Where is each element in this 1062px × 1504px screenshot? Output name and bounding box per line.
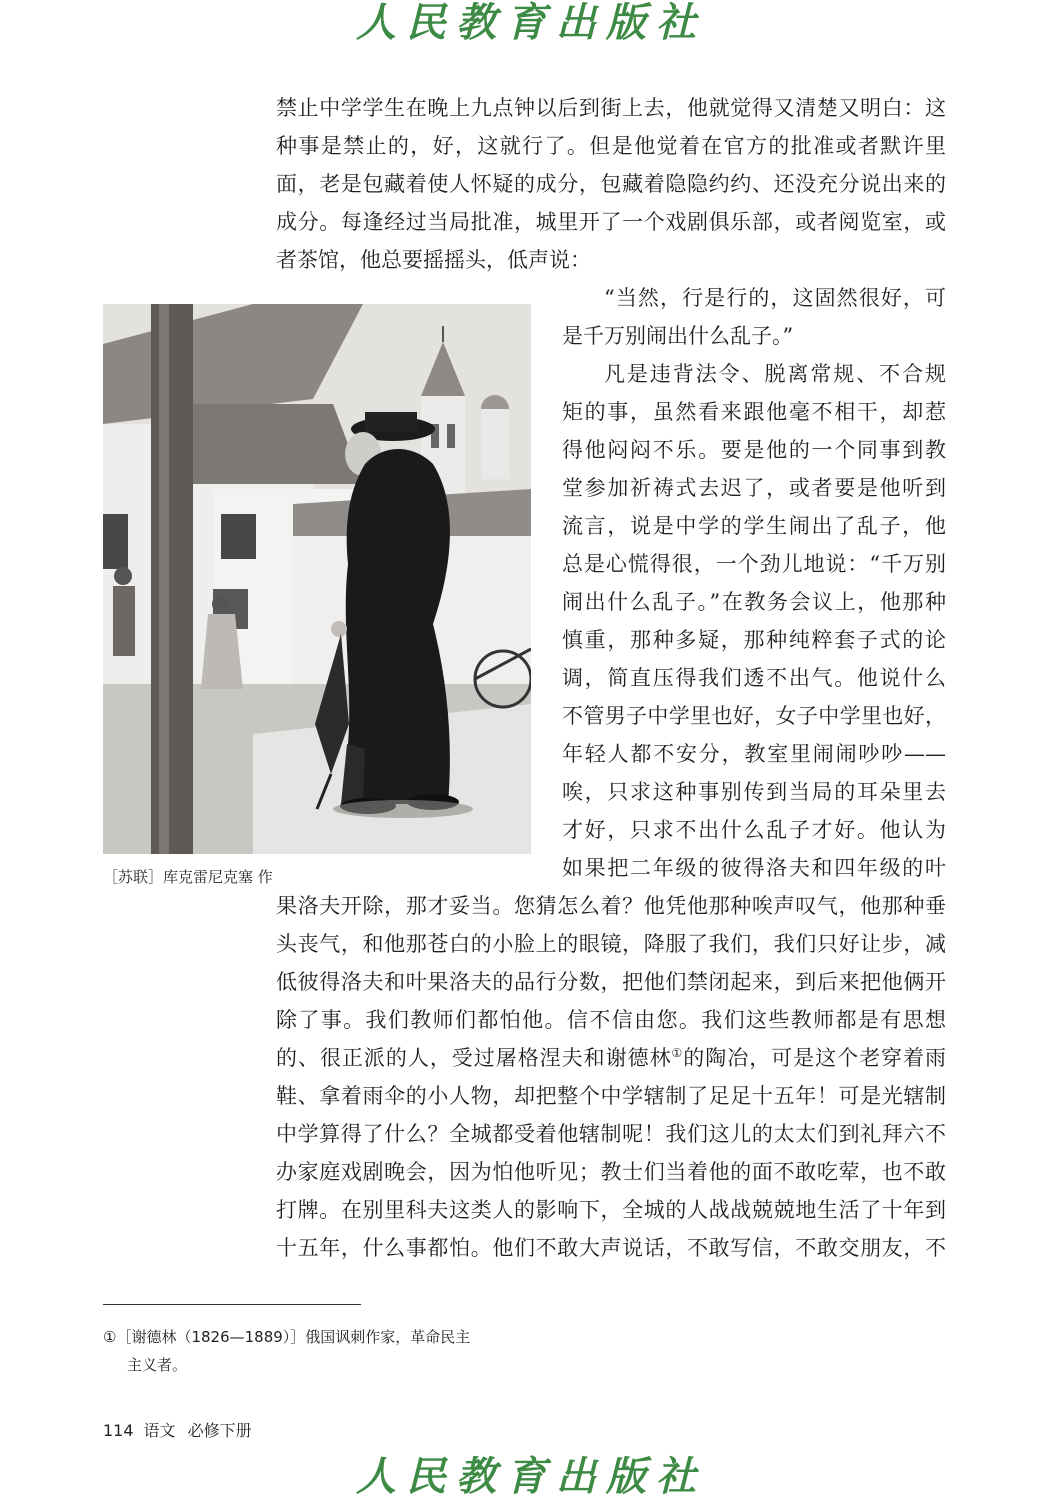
text-line: 中学算得了什么？全城都受着他辖制呢！我们这儿的太太们到礼拜六不 bbox=[276, 1122, 946, 1146]
text-line: 十五年，什么事都怕。他们不敢大声说话，不敢写信，不敢交朋友，不 bbox=[276, 1236, 946, 1260]
subject-label: 语文 bbox=[143, 1421, 176, 1440]
text-line: 不管男子中学里也好，女子中学里也好， bbox=[562, 704, 946, 728]
footnote bbox=[103, 1323, 470, 1379]
text-line: 凡是违背法令、脱离常规、不合规 bbox=[604, 362, 946, 386]
publisher-logo-bottom: 人民教育出版社 bbox=[356, 1453, 706, 1500]
text-line: 如果把二年级的彼得洛夫和四年级的叶 bbox=[562, 856, 946, 880]
text-segment: 的、很正派的人，受过屠格涅夫和谢德林 bbox=[276, 1046, 672, 1070]
text-line: 除了事。我们教师们都怕他。信不信由您。我们这些教师都是有思想 bbox=[276, 1008, 946, 1032]
text-line: 果洛夫开除，那才妥当。您猜怎么着？他凭他那种唉声叹气，他那种垂 bbox=[276, 894, 946, 918]
illustration-caption: ［苏联］库克雷尼克塞 作 bbox=[103, 868, 273, 886]
text-line: “当然，行是行的，这固然很好，可 bbox=[604, 286, 946, 310]
text-line: 闹出什么乱子。”在教务会议上，他那种 bbox=[562, 590, 946, 614]
text-line: 慎重，那种多疑，那种纯粹套子式的论 bbox=[562, 628, 946, 652]
text-line: 流言，说是中学的学生闹出了乱子，他 bbox=[562, 514, 946, 538]
text-line: 堂参加祈祷式去迟了，或者要是他听到 bbox=[562, 476, 946, 500]
text-line: 唉，只求这种事别传到当局的耳朵里去 bbox=[562, 780, 946, 804]
text-line: 种事是禁止的，好，这就行了。但是他觉着在官方的批准或者默许里 bbox=[276, 134, 946, 158]
text-line: 调，简直压得我们透不出气。他说什么 bbox=[562, 666, 946, 690]
text-line: 矩的事，虽然看来跟他毫不相干，却惹 bbox=[562, 400, 946, 424]
text-line: 禁止中学学生在晚上九点钟以后到街上去，他就觉得又清楚又明白：这 bbox=[276, 96, 946, 120]
footnote-divider bbox=[103, 1304, 361, 1305]
text-line: 面，老是包藏着使人怀疑的成分，包藏着隐隐约约、还没充分说出来的 bbox=[276, 172, 946, 196]
publisher-logo-top: 人民教育出版社 bbox=[356, 0, 706, 46]
text-line: 总是心慌得很，一个劲儿地说：“千万别 bbox=[562, 552, 946, 576]
footnote-line: ①［谢德林（1826—1889）］俄国讽刺作家，革命民主 bbox=[103, 1328, 471, 1346]
text-line: 才好，只求不出什么乱子才好。他认为 bbox=[562, 818, 946, 842]
page-footer bbox=[103, 1418, 252, 1441]
text-line: 者茶馆，他总要摇摇头，低声说： bbox=[276, 248, 591, 272]
text-line: 打牌。在别里科夫这类人的影响下，全城的人战战兢兢地生活了十年到 bbox=[276, 1198, 946, 1222]
text-line bbox=[276, 1039, 946, 1077]
text-line: 头丧气，和他那苍白的小脸上的眼镜，降服了我们，我们只好让步，减 bbox=[276, 932, 946, 956]
text-line: 成分。每逢经过当局批准，城里开了一个戏剧俱乐部，或者阅览室，或 bbox=[276, 210, 946, 234]
text-line: 办家庭戏剧晚会，因为怕他听见；教士们当着他的面不敢吃荤，也不敢 bbox=[276, 1160, 946, 1184]
illustration bbox=[103, 304, 531, 854]
page-number: 114 bbox=[103, 1421, 134, 1440]
text-line: 鞋、拿着雨伞的小人物，却把整个中学辖制了足足十五年！可是光辖制 bbox=[276, 1084, 946, 1108]
book-label: 必修下册 bbox=[187, 1421, 252, 1440]
text-line: 年轻人都不安分，教室里闹闹吵吵—— bbox=[562, 742, 946, 766]
footnote-line: 主义者。 bbox=[127, 1356, 188, 1374]
text-line: 低彼得洛夫和叶果洛夫的品行分数，把他们禁闭起来，到后来把他俩开 bbox=[276, 970, 946, 994]
footnote-ref[interactable]: ① bbox=[671, 1046, 684, 1060]
text-line: 是千万别闹出什么乱子。” bbox=[562, 324, 794, 348]
text-line: 得他闷闷不乐。要是他的一个同事到教 bbox=[562, 438, 946, 462]
text-segment: 的陶冶，可是这个老穿着雨 bbox=[683, 1046, 946, 1070]
